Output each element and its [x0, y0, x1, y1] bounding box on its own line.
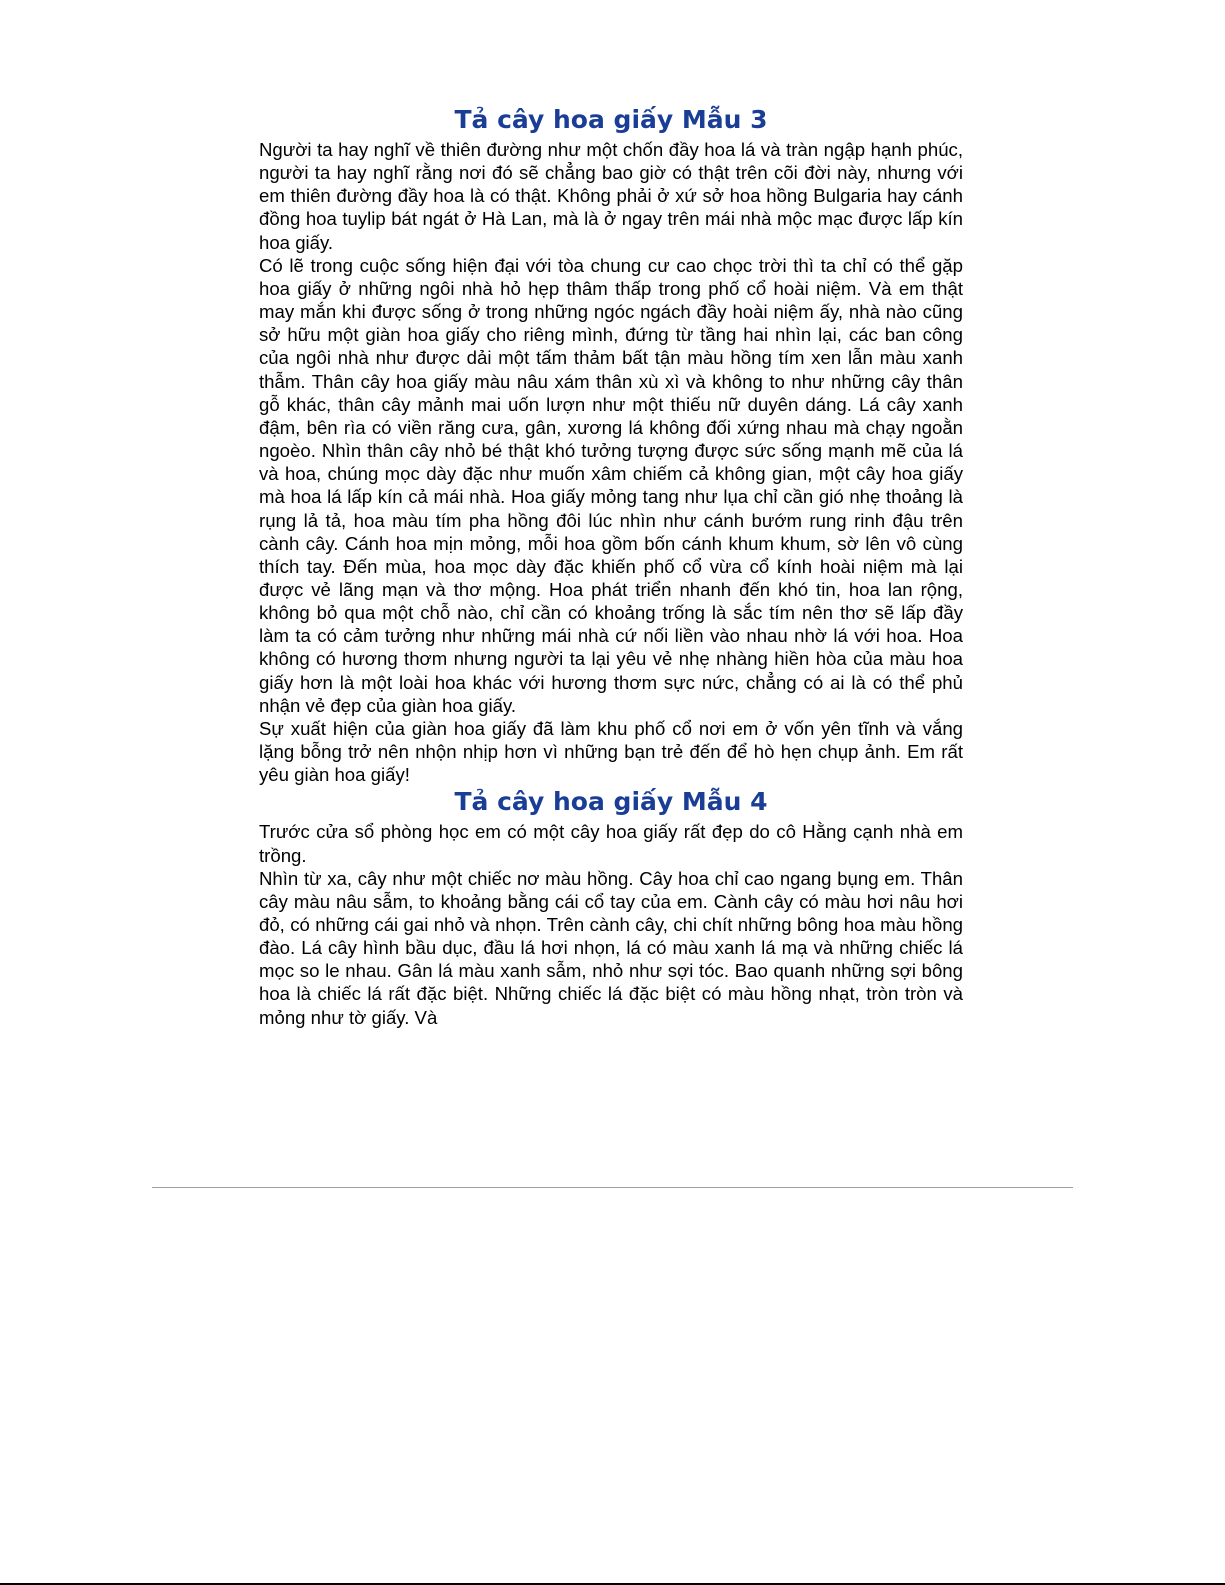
section-mau-3	[259, 104, 963, 786]
section-title: Tả cây hoa giấy Mẫu 3	[454, 105, 768, 134]
paragraph: Có lẽ trong cuộc sống hiện đại với tòa chung cư cao chọc trời thì ta chỉ có thể gặp hoa giấy ở những ngôi nhà hỏ hẹp thâm thấp trong phố cổ hoài niệm. Và em thật may mắn khi được sống ở trong những ngóc ngách đầy hoài niệm ấy, nhà nào cũng sở hữu một giàn hoa giấy cho riêng mình, đứng từ tầng hai nhìn lại, các ban công của ngôi nhà như được dải một tấm thảm bất tận màu hồng tím xen lẫn màu xanh thẫm. Thân cây hoa giấy màu nâu xám thân xù xì và không to như những cây thân gỗ khác, thân cây mảnh mai uốn lượn như một thiếu nữ duyên dáng. Lá cây xanh đậm, bên rìa có viền răng cưa, gân, xương lá không đối xứng nhau mà chạy ngoằn ngoèo. Nhìn thân cây nhỏ bé thật khó tưởng tượng được sức sống mạnh mẽ của lá và hoa, chúng mọc dày đặc như muốn xâm chiếm cả không gian, một cây hoa giấy mà hoa lá lấp kín cả mái nhà. Hoa giấy mỏng tang như lụa chỉ cần gió nhẹ thoảng là rụng lả tả, hoa màu tím pha hồng đôi lúc nhìn như cánh bướm rung rinh đậu trên cành cây. Cánh hoa mịn mỏng, mỗi hoa gồm bốn cánh khum khum, sờ lên vô cùng thích tay. Đến mùa, hoa mọc dày đặc khiến phố cổ vừa cổ kính hoài niệm mà lại được vẻ lãng mạn và thơ mộng. Hoa phát triển nhanh đến khó tin, hoa lan rộng, không bỏ qua một chỗ nào, chỉ cần có khoảng trống là sắc tím nên thơ sẽ lấp đầy làm ta có cảm tưởng như những mái nhà cứ nối liền vào nhau nhờ lá với hoa. Hoa không có hương thơm nhưng người ta lại yêu vẻ nhẹ nhàng hiền hòa của màu hoa giấy hơn là một loài hoa khác với hương thơm sực nức, chẳng có ai là có thể phủ nhận vẻ đẹp của giàn hoa giấy.	[259, 254, 963, 716]
paragraph: Trước cửa sổ phòng học em có một cây hoa giấy rất đẹp do cô Hằng cạnh nhà em trồng.	[259, 821, 963, 866]
section-title: Tả cây hoa giấy Mẫu 4	[454, 787, 768, 817]
paragraph: Nhìn từ xa, cây như một chiếc nơ màu hồng. Cây hoa chỉ cao ngang bụng em. Thân cây màu nâu sẫm, to khoảng bằng cái cổ tay của em. Cành cây có màu hơi nâu hơi đỏ, có những cái gai nhỏ và nhọn. Trên cành cây, chi chít những bông hoa màu hồng đào. Lá cây hình bầu dục, đầu lá hơi nhọn, lá có màu xanh lá mạ và những chiếc lá mọc so le nhau. Gân lá màu xanh sẫm, nhỏ như sợi tóc. Bao quanh những sợi bông hoa là chiếc lá rất đặc biệt. Những chiếc lá đặc biệt có màu hồng nhạt, tròn tròn và mỏng như tờ giấy. Và	[259, 867, 963, 1028]
section-mau-4	[259, 786, 963, 1028]
page-divider	[152, 1187, 1073, 1188]
paragraph: Sự xuất hiện của giàn hoa giấy đã làm khu phố cổ nơi em ở vốn yên tĩnh và vắng lặng bỗng trở nên nhộn nhịp hơn vì những bạn trẻ đến để hò hẹn chụp ảnh. Em rất yêu giàn hoa giấy!	[259, 717, 963, 786]
document-content	[259, 104, 963, 1029]
paragraph: Người ta hay nghĩ về thiên đường như một chốn đầy hoa lá và tràn ngập hạnh phúc, người ta hay nghĩ rằng nơi đó sẽ chẳng bao giờ có thật trên cõi đời này, nhưng với em thiên đường đầy hoa là có thật. Không phải ở xứ sở hoa hồng Bulgaria hay cánh đồng hoa tuylip bát ngát ở Hà Lan, mà là ở ngay trên mái nhà mộc mạc được lấp kín hoa giấy.	[259, 139, 963, 253]
